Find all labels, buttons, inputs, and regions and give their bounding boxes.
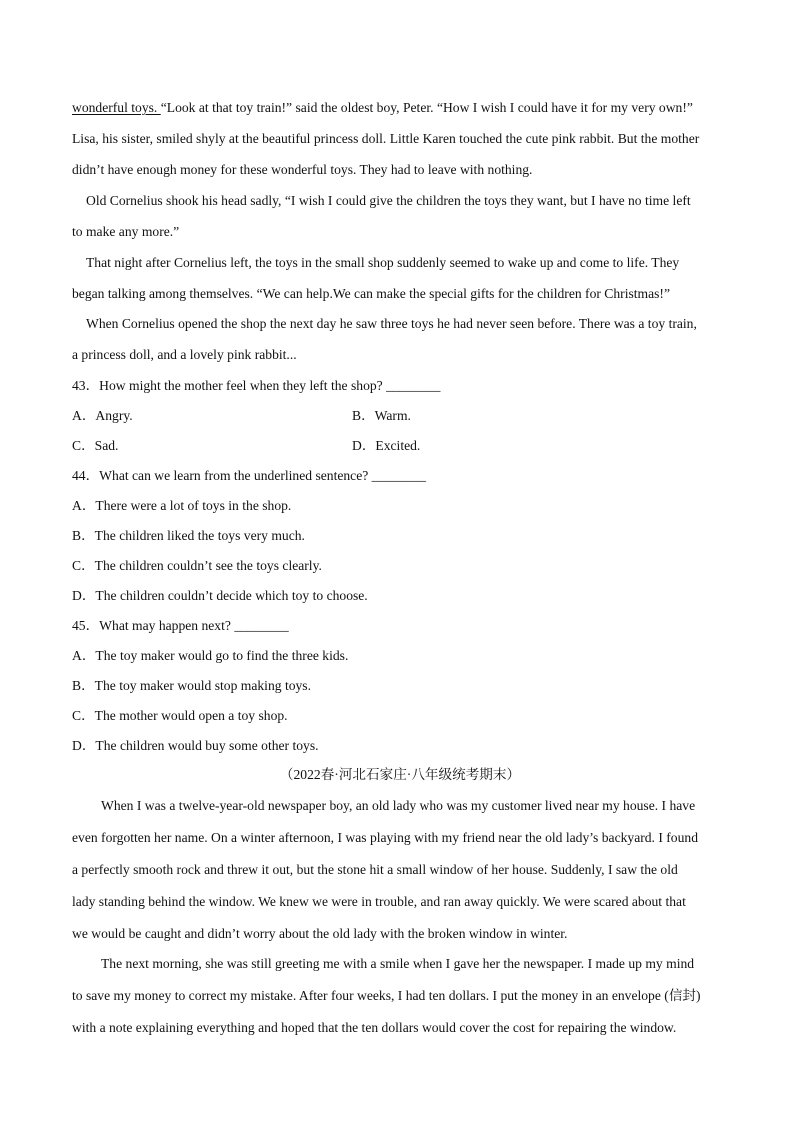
q44-option-a[interactable]: A．There were a lot of toys in the shop. <box>72 498 292 513</box>
passage2-p2-line3: with a note explaining everything and hoped that the ten dollars would cover the cost for repairing the window. <box>72 1020 677 1035</box>
q43-options-row2 <box>72 437 421 455</box>
q45-stem: 45．What may happen next? ________ <box>72 618 289 633</box>
q43-option-b[interactable]: B．Warm. <box>352 408 411 423</box>
passage1-p2-line1: Old Cornelius shook his head sadly, “I wish I could give the children the toys they want, but I have no time left <box>86 193 691 208</box>
passage1-p1-line1-rest: “Look at that toy train!” said the oldest boy, Peter. “How I wish I could have it for my very own!” <box>160 100 693 115</box>
underlined-sentence: wonderful toys. <box>72 100 161 115</box>
source-header: （2022春·河北石家庄·八年级统考期末） <box>279 767 521 782</box>
passage2-p1-line5: we would be caught and didn’t worry about the old lady with the broken window in winter. <box>72 926 568 941</box>
q43-option-d[interactable]: D．Excited. <box>352 438 421 453</box>
q45-option-d[interactable]: D．The children would buy some other toys. <box>72 738 319 753</box>
q43-stem: 43．How might the mother feel when they left the shop? ________ <box>72 378 441 393</box>
q43-option-c[interactable]: C．Sad. <box>72 438 119 453</box>
passage1-p1-line3: didn’t have enough money for these wonderful toys. They had to leave with nothing. <box>72 162 533 177</box>
passage1-p3-line1: That night after Cornelius left, the toys in the small shop suddenly seemed to wake up and come to life. They <box>86 255 680 270</box>
passage2-p2-line2: to save my money to correct my mistake. After four weeks, I had ten dollars. I put the money in an envelope (信封) <box>72 988 701 1003</box>
q44-stem: 44．What can we learn from the underlined sentence? ________ <box>72 468 427 483</box>
passage1-p2-line2: to make any more.” <box>72 224 180 239</box>
passage2-p1-line4: lady standing behind the window. We knew we were in trouble, and ran away quickly. We were scared about that <box>72 894 686 909</box>
passage1-p4-line2: a princess doll, and a lovely pink rabbit... <box>72 347 297 362</box>
passage1-p4-line1: When Cornelius opened the shop the next day he saw three toys he had never seen before. There was a toy train, <box>86 316 697 331</box>
q43-options-row1 <box>72 407 411 425</box>
q45-option-c[interactable]: C．The mother would open a toy shop. <box>72 708 288 723</box>
q44-option-c[interactable]: C．The children couldn’t see the toys clearly. <box>72 558 322 573</box>
passage2-p2-line1: The next morning, she was still greeting me with a smile when I gave her the newspaper. I made up my mind <box>101 956 695 971</box>
passage1-p1-line2: Lisa, his sister, smiled shyly at the beautiful princess doll. Little Karen touched the cute pink rabbit. But the mother <box>72 131 700 146</box>
passage2-p1-line1: When I was a twelve-year-old newspaper boy, an old lady who was my customer lived near my house. I have <box>101 798 696 813</box>
q44-option-d[interactable]: D．The children couldn’t decide which toy to choose. <box>72 588 368 603</box>
passage1-p3-line2: began talking among themselves. “We can help.We can make the special gifts for the children for Christmas!” <box>72 286 670 301</box>
passage2-p1-line2: even forgotten her name. On a winter afternoon, I was playing with my friend near the old lady’s backyard. I found <box>72 830 698 845</box>
q45-option-b[interactable]: B．The toy maker would stop making toys. <box>72 678 311 693</box>
q43-option-a[interactable]: A．Angry. <box>72 408 133 423</box>
q45-option-a[interactable]: A．The toy maker would go to find the three kids. <box>72 648 349 663</box>
passage2-p1-line3: a perfectly smooth rock and threw it out, but the stone hit a small window of her house. Suddenly, I saw the old <box>72 862 678 877</box>
passage1-p1-line1 <box>72 99 693 117</box>
q44-option-b[interactable]: B．The children liked the toys very much. <box>72 528 305 543</box>
